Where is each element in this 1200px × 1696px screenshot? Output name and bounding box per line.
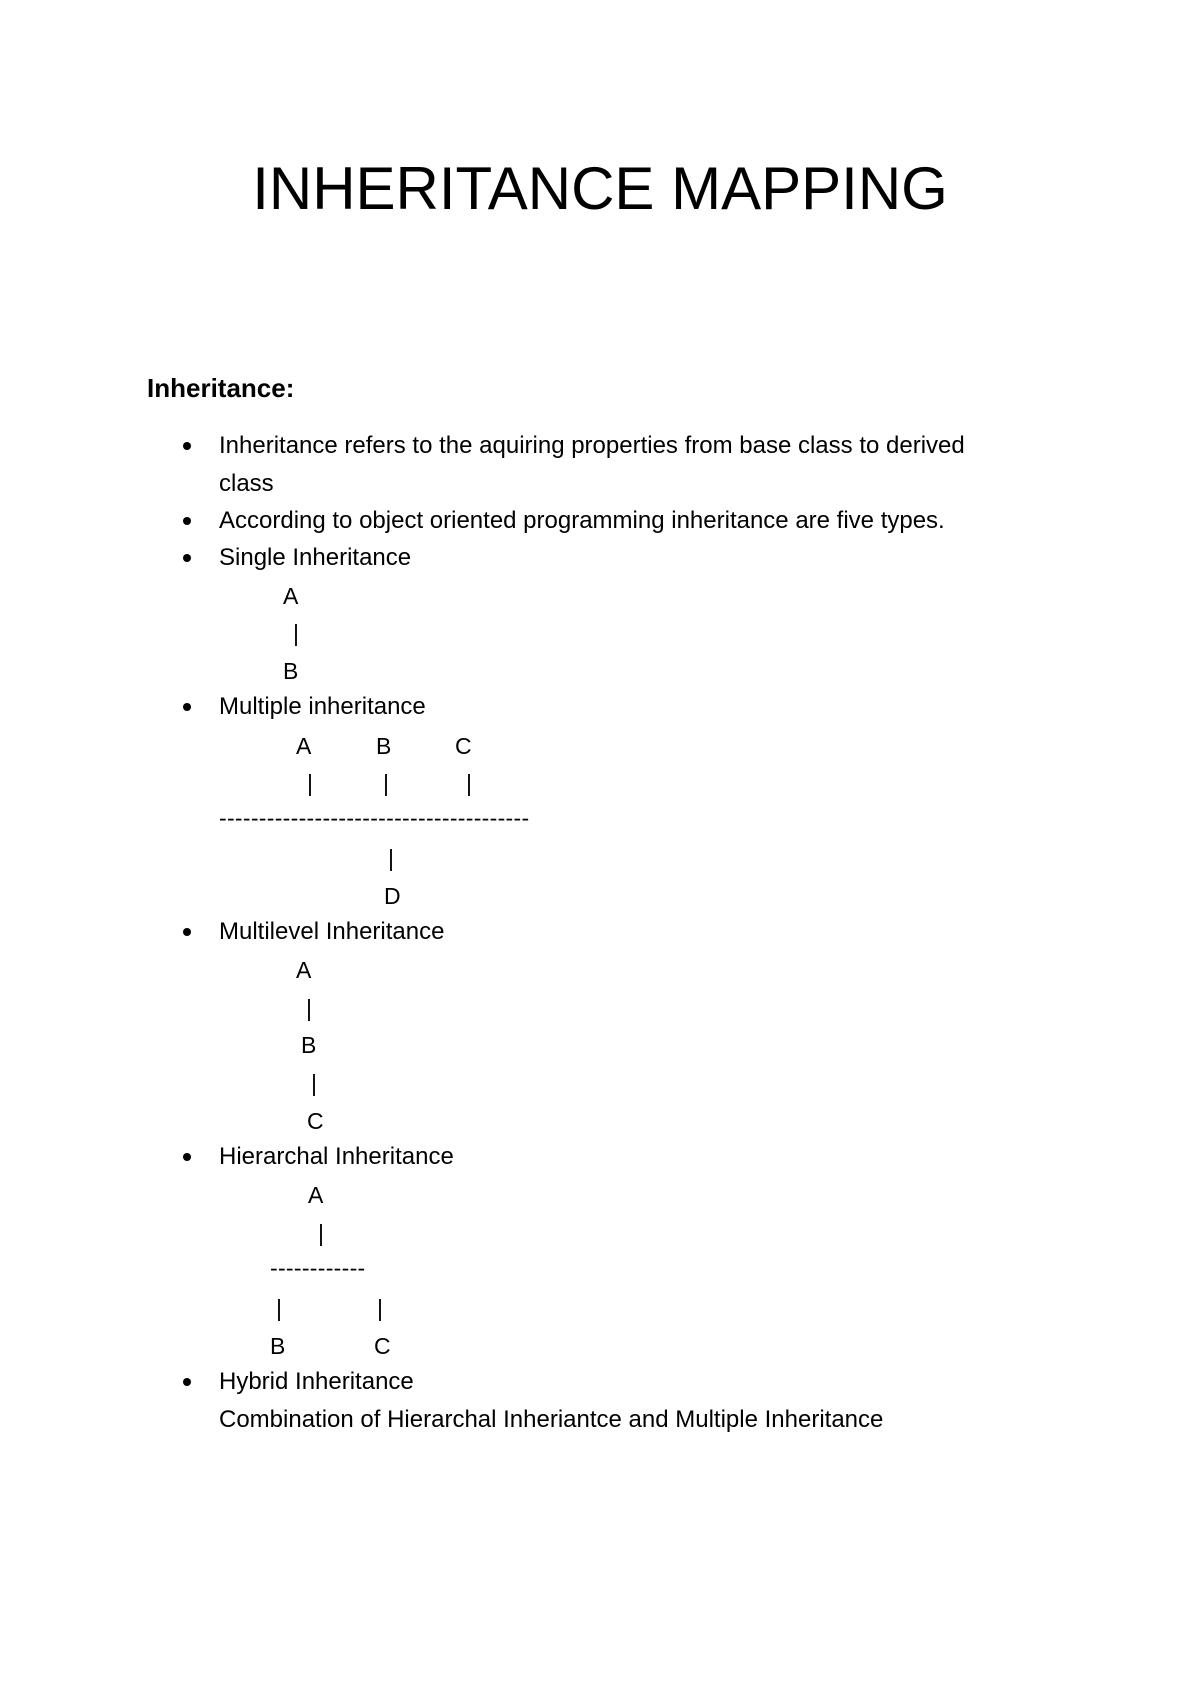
multiple-diagram-node-a: A <box>296 733 312 759</box>
multilevel-diagram-node-a: A <box>296 957 312 983</box>
bullet-text-hierarchal: Hierarchal Inheritance <box>219 1143 454 1170</box>
multiple-diagram-link-b: | <box>383 770 389 796</box>
document-title: INHERITANCE MAPPING <box>252 155 948 222</box>
bullet-text-hybrid: Hybrid Inheritance <box>219 1368 414 1395</box>
multiple-diagram-node-d: D <box>384 883 401 909</box>
hierarchal-diagram-link-c: | <box>377 1295 383 1321</box>
multilevel-diagram-node-b: B <box>301 1032 317 1058</box>
bullet-dot <box>183 703 191 711</box>
multiple-diagram-node-b: B <box>376 733 392 759</box>
hierarchal-diagram-link-b: | <box>276 1295 282 1321</box>
section-heading: Inheritance: <box>147 373 295 403</box>
single-diagram-node-b: B <box>283 658 299 684</box>
hierarchal-diagram-rule: ------------ <box>270 1255 366 1281</box>
multiple-diagram-link-d: | <box>388 845 394 871</box>
hierarchal-diagram-node-b: B <box>270 1333 286 1359</box>
bullet-text-multiple: Multiple inheritance <box>219 693 426 720</box>
hybrid-description: Combination of Hierarchal Inheriantce and Multiple Inheritance <box>219 1406 884 1433</box>
multiple-diagram-link-a: | <box>307 770 313 796</box>
bullet-text-multilevel: Multilevel Inheritance <box>219 918 445 945</box>
bullet-text-types: According to object oriented programming inheritance are five types. <box>219 507 945 534</box>
bullet-text-single: Single Inheritance <box>219 544 412 571</box>
multilevel-diagram-link-ab: | <box>306 995 312 1021</box>
multilevel-diagram-node-c: C <box>307 1108 324 1134</box>
bullet-dot <box>183 1153 191 1161</box>
hierarchal-diagram-node-c: C <box>374 1333 391 1359</box>
bullet-dot <box>183 442 191 450</box>
bullet-dot <box>183 1378 191 1386</box>
hierarchal-diagram-link-a: | <box>318 1220 324 1246</box>
bullet-dot <box>183 928 191 936</box>
multilevel-diagram-link-bc: | <box>311 1070 317 1096</box>
multiple-diagram-node-c: C <box>455 733 472 759</box>
bullet-dot <box>183 517 191 525</box>
multiple-diagram-link-c: | <box>466 770 472 796</box>
hierarchal-diagram-node-a: A <box>308 1182 324 1208</box>
multiple-diagram-rule: --------------------------------------- <box>219 805 530 831</box>
bullet-text-definition-line1: Inheritance refers to the aquiring properties from base class to derived <box>219 432 965 459</box>
single-diagram-node-a: A <box>283 583 299 609</box>
bullet-dot <box>183 554 191 562</box>
bullet-text-definition-line2: class <box>219 470 274 497</box>
single-diagram-link: | <box>293 620 299 646</box>
